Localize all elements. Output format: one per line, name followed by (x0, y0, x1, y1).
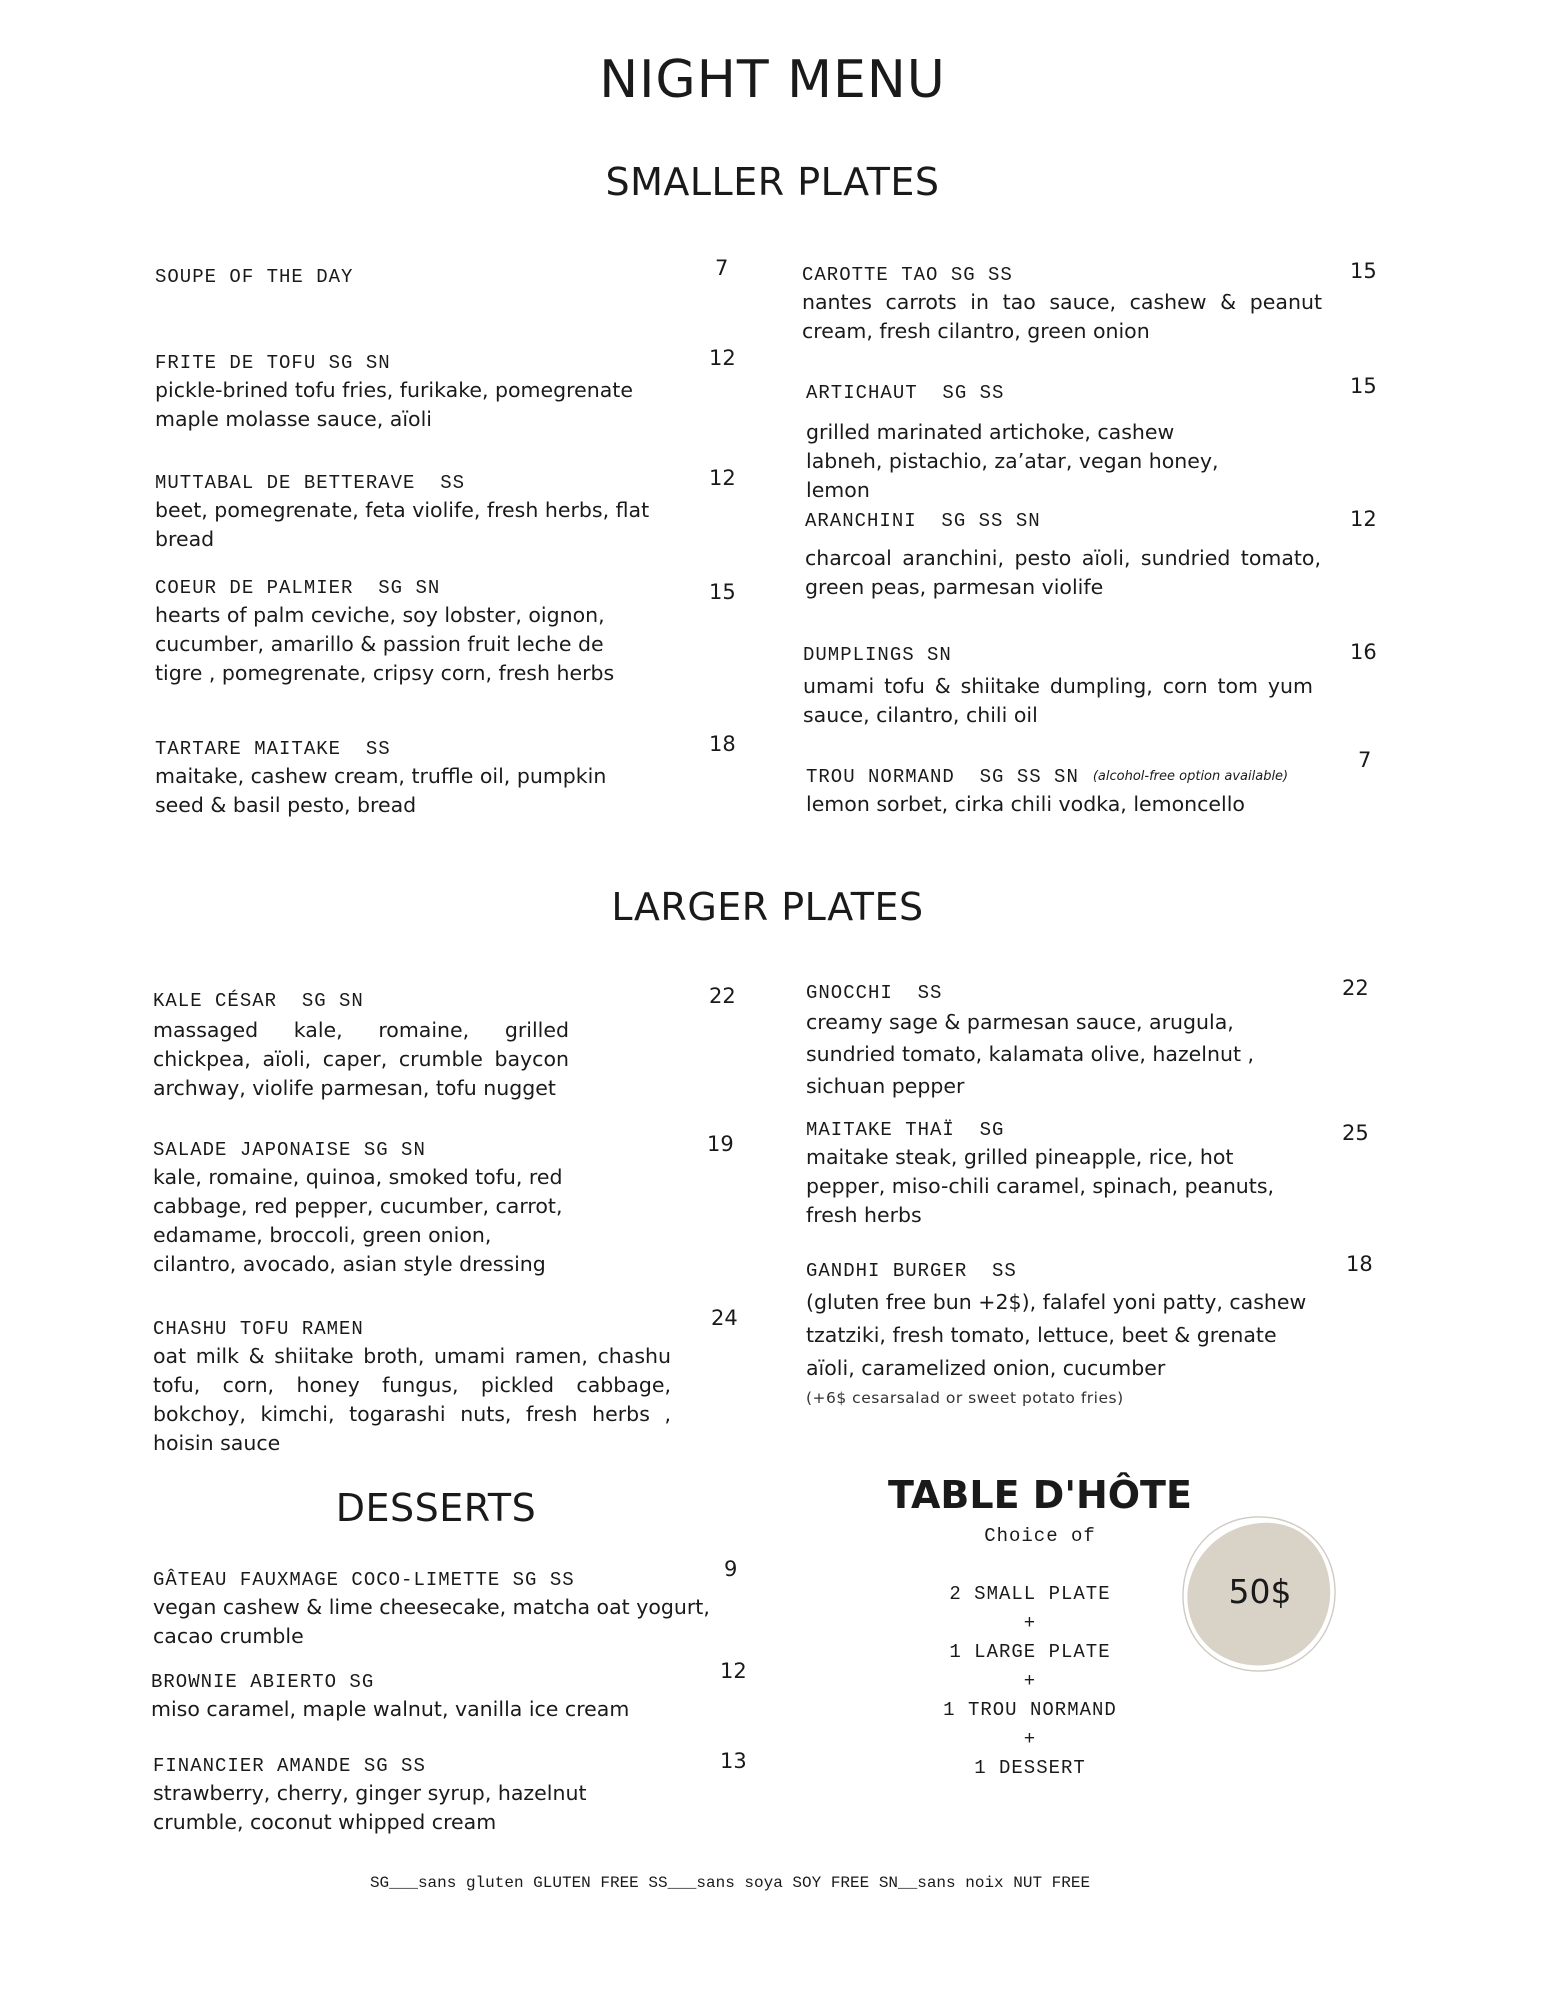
item-name: COEUR DE PALMIER SG SN (155, 577, 441, 599)
item-price: 15 (1350, 374, 1377, 398)
item-name: SOUPE OF THE DAY (155, 266, 354, 288)
item-description: kale, romaine, quinoa, smoked tofu, red cabbage, red pepper, cucumber, carrot, edamame, broccoli, green onion, cilantro, avocado, asian style dressing (153, 1165, 563, 1276)
table-dhote-line: + (1023, 1670, 1037, 1692)
menu-item-maitake-thai (806, 1119, 1306, 1230)
menu-item-kale-cesar (153, 990, 569, 1103)
menu-item-salade-japonaise (153, 1139, 573, 1279)
item-price: 15 (1350, 259, 1377, 283)
item-description: miso caramel, maple walnut, vanilla ice cream (151, 1697, 630, 1721)
menu-item-coeur-de-palmier (155, 577, 655, 688)
table-dhote-line: + (1023, 1612, 1037, 1634)
item-price: 9 (724, 1557, 738, 1581)
item-price: 18 (1346, 1252, 1373, 1276)
item-name: CAROTTE TAO SG SS (802, 264, 1013, 286)
menu-item-muttabal (155, 472, 655, 554)
item-description: hearts of palm ceviche, soy lobster, oignon, cucumber, amarillo & passion fruit leche de tigre , pomegrenate, cripsy corn, fresh herbs (155, 603, 615, 685)
item-description: lemon sorbet, cirka chili vodka, lemoncello (806, 792, 1245, 816)
item-name: FRITE DE TOFU SG SN (155, 352, 391, 374)
item-name (806, 766, 1346, 788)
menu-item-chashu-tofu-ramen (153, 1318, 671, 1458)
item-price: 16 (1350, 640, 1377, 664)
item-price: 12 (709, 346, 736, 370)
section-title-larger-plates: LARGER PLATES (611, 885, 924, 929)
menu-item-tartare-maitake (155, 738, 655, 820)
item-price: 22 (1342, 976, 1369, 1000)
item-name: GNOCCHI SS (806, 982, 943, 1004)
item-description: beet, pomegrenate, feta violife, fresh herbs, flat bread (155, 498, 650, 551)
menu-item-carotte-tao (802, 264, 1322, 346)
item-price: 25 (1342, 1121, 1369, 1145)
item-name: CHASHU TOFU RAMEN (153, 1318, 364, 1340)
item-price: 7 (1358, 748, 1372, 772)
menu-item-soupe (155, 266, 655, 288)
section-title-desserts: DESSERTS (335, 1486, 537, 1530)
item-name: GANDHI BURGER SS (806, 1260, 1017, 1282)
item-name: KALE CÉSAR SG SN (153, 990, 364, 1012)
item-name: FINANCIER AMANDE SG SS (153, 1755, 426, 1777)
item-description: vegan cashew & lime cheesecake, matcha oat yogurt, cacao crumble (153, 1595, 710, 1648)
menu-item-gnocchi (806, 982, 1326, 1102)
table-dhote-price: 50$ (1228, 1572, 1292, 1611)
dietary-legend: SG___sans gluten GLUTEN FREE SS___sans soya SOY FREE SN__sans noix NUT FREE (369, 1874, 1091, 1892)
item-description: strawberry, cherry, ginger syrup, hazelnut crumble, coconut whipped cream (153, 1781, 587, 1834)
section-title-smaller-plates: SMALLER PLATES (605, 160, 940, 204)
item-name: ARTICHAUT SG SS (806, 382, 1005, 404)
item-description: nantes carrots in tao sauce, cashew & peanut cream, fresh cilantro, green onion (802, 290, 1322, 343)
item-description: pickle-brined tofu fries, furikake, pomegrenate maple molasse sauce, aïoli (155, 378, 633, 431)
item-description: creamy sage & parmesan sauce, arugula, sundried tomato, kalamata olive, hazelnut , sichuan pepper (806, 1010, 1255, 1098)
item-description: maitake steak, grilled pineapple, rice, hot pepper, miso-chili caramel, spinach, peanuts, fresh herbs (806, 1145, 1275, 1227)
item-description: umami tofu & shiitake dumpling, corn tom yum sauce, cilantro, chili oil (803, 674, 1313, 727)
table-dhote-line: 1 DESSERT (974, 1757, 1086, 1779)
item-name: SALADE JAPONAISE SG SN (153, 1139, 426, 1161)
item-price: 15 (709, 580, 736, 604)
menu-item-gandhi-burger (806, 1260, 1316, 1407)
menu-item-trou-normand (806, 766, 1346, 819)
table-dhote-title: TABLE D'HÔTE (888, 1473, 1192, 1517)
menu-item-dumplings (803, 644, 1313, 730)
item-price: 13 (720, 1749, 747, 1773)
menu-item-artichaut (806, 382, 1246, 505)
item-description: maitake, cashew cream, truffle oil, pumpkin seed & basil pesto, bread (155, 764, 607, 817)
item-price: 22 (709, 984, 736, 1008)
table-dhote-subtitle: Choice of (984, 1525, 1096, 1547)
table-dhote-line: 1 LARGE PLATE (949, 1641, 1111, 1663)
item-price: 12 (709, 466, 736, 490)
item-name: MUTTABAL DE BETTERAVE SS (155, 472, 466, 494)
item-name: ARANCHINI SG SS SN (805, 510, 1041, 532)
item-price: 19 (707, 1132, 734, 1156)
item-description: grilled marinated artichoke, cashew labneh, pistachio, za’atar, vegan honey, lemon (806, 420, 1219, 502)
item-name: MAITAKE THAÏ SG (806, 1119, 1005, 1141)
menu-item-brownie-abierto (151, 1671, 711, 1724)
item-description: oat milk & shiitake broth, umami ramen, chashu tofu, corn, honey fungus, pickled cabbage, bokchoy, kimchi, togarashi nuts, fresh herbs , hoisin sauce (153, 1344, 671, 1455)
item-name-text: TROU NORMAND SG SS SN (806, 766, 1079, 788)
item-price: 12 (1350, 507, 1377, 531)
item-price: 12 (720, 1659, 747, 1683)
page-title: NIGHT MENU (599, 50, 946, 110)
table-dhote-line: 2 SMALL PLATE (949, 1583, 1111, 1605)
menu-item-aranchini (805, 510, 1321, 602)
menu-item-financier-amande (153, 1755, 673, 1837)
item-note: (+6$ cesarsalad or sweet potato fries) (806, 1389, 1124, 1407)
menu-item-gateau-fauxmage (153, 1569, 713, 1651)
item-price: 18 (709, 732, 736, 756)
item-name: TARTARE MAITAKE SS (155, 738, 391, 760)
menu-item-frite-de-tofu (155, 352, 655, 434)
item-description: (gluten free bun +2$), falafel yoni patty, cashew tzatziki, fresh tomato, lettuce, beet & grenate aïoli, caramelized onion, cucumber (806, 1290, 1307, 1380)
table-dhote-line: 1 TROU NORMAND (943, 1699, 1117, 1721)
item-description: charcoal aranchini, pesto aïoli, sundried tomato, green peas, parmesan violife (805, 546, 1321, 599)
table-dhote-line: + (1023, 1728, 1037, 1750)
item-name: GÂTEAU FAUXMAGE COCO-LIMETTE SG SS (153, 1569, 575, 1591)
item-price: 7 (715, 256, 729, 280)
item-note: (alcohol-free option available) (1092, 769, 1289, 784)
item-description: massaged kale, romaine, grilled chickpea, aïoli, caper, crumble baycon archway, violife parmesan, tofu nugget (153, 1018, 569, 1100)
item-price: 24 (711, 1306, 738, 1330)
item-name: DUMPLINGS SN (803, 644, 952, 666)
item-name: BROWNIE ABIERTO SG (151, 1671, 375, 1693)
